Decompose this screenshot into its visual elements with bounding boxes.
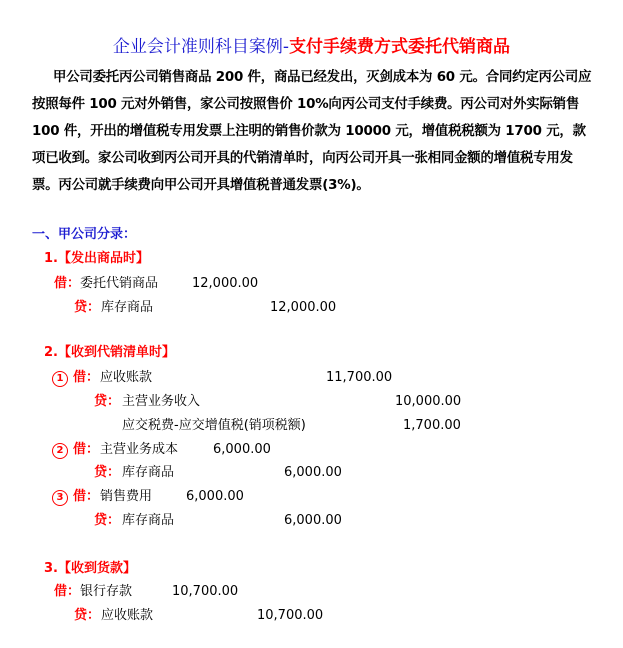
debit-account: 委托代销商品 bbox=[80, 276, 159, 291]
debit-label: 借： bbox=[73, 489, 100, 504]
debit-amount: 11,700.00 bbox=[326, 370, 393, 385]
credit-account: 库存商品 bbox=[122, 513, 175, 528]
debit-amount: 6,000.00 bbox=[186, 489, 244, 504]
credit-label: 贷： bbox=[94, 465, 121, 480]
credit-label: 贷： bbox=[94, 513, 121, 528]
credit-amount: 6,000.00 bbox=[284, 513, 342, 528]
entry-number: 2 bbox=[52, 443, 68, 459]
credit-label: 贷： bbox=[74, 300, 101, 315]
entry-number: 3 bbox=[52, 490, 68, 506]
debit-amount: 10,700.00 bbox=[172, 584, 239, 599]
debit-label: 借： bbox=[73, 370, 100, 385]
credit-label: 贷： bbox=[94, 394, 121, 409]
step-heading: 3.【收到货款】 bbox=[44, 561, 136, 576]
credit-amount: 10,000.00 bbox=[395, 394, 462, 409]
entry-number: 1 bbox=[52, 371, 68, 387]
debit-account: 应收账款 bbox=[100, 370, 153, 385]
credit-account: 应交税费-应交增值税(销项税额) bbox=[122, 418, 306, 433]
debit-amount: 12,000.00 bbox=[192, 276, 259, 291]
credit-amount: 10,700.00 bbox=[257, 608, 324, 623]
debit-amount: 6,000.00 bbox=[213, 442, 271, 457]
debit-label: 借： bbox=[73, 442, 100, 457]
credit-amount: 1,700.00 bbox=[403, 418, 461, 433]
credit-account: 应收账款 bbox=[101, 608, 154, 623]
credit-account: 主营业务收入 bbox=[122, 394, 201, 409]
section-heading: 一、甲公司分录： bbox=[32, 227, 137, 242]
title-main: 支付手续费方式委托代销商品 bbox=[289, 37, 511, 57]
credit-account: 库存商品 bbox=[101, 300, 154, 315]
debit-account: 银行存款 bbox=[80, 584, 133, 599]
debit-account: 主营业务成本 bbox=[100, 442, 179, 457]
debit-label: 借： bbox=[54, 276, 81, 291]
debit-account: 销售费用 bbox=[100, 489, 153, 504]
step-heading: 2.【收到代销清单时】 bbox=[44, 345, 175, 360]
credit-label: 贷： bbox=[74, 608, 101, 623]
page-title bbox=[0, 32, 623, 57]
credit-amount: 12,000.00 bbox=[270, 300, 337, 315]
debit-label: 借： bbox=[54, 584, 81, 599]
case-description: 甲公司委托丙公司销售商品 200 件，商品已经发出，灭剑成本为 60 元。合同约定丙公司应按照每件 100 元对外销售，家公司按照售价 10%向丙公司支付手续费。丙公司对外实际销售 100 件，开出的增值税专用发票上注明的销售价款为 10000 元，增值税税额为 1700 元，款项已收到。家公司收到丙公司开具的代销清单时，向丙公司开具一张相同金额的增值税专用发票。丙公司就手续费向甲公司开具增值税普通发票(3%)。 bbox=[32, 70, 592, 193]
credit-account: 库存商品 bbox=[122, 465, 175, 480]
credit-amount: 6,000.00 bbox=[284, 465, 342, 480]
title-prefix: 企业会计准则科目案例- bbox=[112, 37, 290, 57]
step-heading: 1.【发出商品时】 bbox=[44, 251, 149, 266]
